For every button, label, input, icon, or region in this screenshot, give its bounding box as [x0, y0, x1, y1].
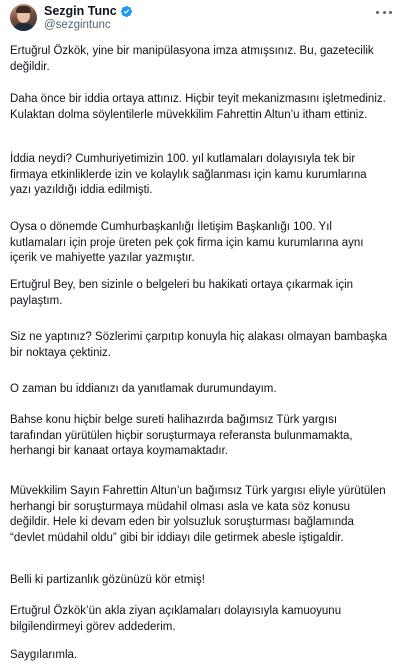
author-handle[interactable]: @sezgintunc: [44, 19, 111, 31]
tweet-paragraph: Belli ki partizanlık gözünüzü kör etmiş!: [10, 574, 205, 586]
tweet-paragraph: Bahse konu hiçbir belge sureti halihazırda bağımsız Türk yargısı tarafından yürütülen hiçbir soruşturmaya referansta bulunmamakta, herhangi bir kanaat ortaya koymamaktadır.: [10, 414, 353, 458]
tweet-paragraph: Daha önce bir iddia ortaya attınız. Hiçbir teyit mekanizmasını işletmediniz. Kulaktan dolma söylentilerle müvekkilim Fahrettin Altun’u itham ettiniz.: [10, 93, 386, 121]
tweet-paragraph: Müvekkilim Sayın Fahrettin Altun’un bağımsız Türk yargısı eliyle yürütülen herhangi bir soruşturmaya müdahil olması asla ve kata söz konusu değildir. Hele ki devam eden bir yolsuzluk soruşturması bağlamında “devlet müdahil oldu” gibi bir iddiayı dile getirmek abesle iştigaldir.: [10, 485, 386, 544]
author-info: [44, 4, 133, 32]
author-display-name[interactable]: Sezgin Tunc: [44, 4, 117, 18]
tweet-paragraph: Siz ne yaptınız? Sözlerimi çarpıtıp konuyla hiç alakası olmayan bambaşka bir noktaya çektiniz.: [10, 331, 388, 359]
tweet-paragraph: Saygılarımla.: [10, 649, 78, 661]
tweet-paragraph: O zaman bu iddianızı da yanıtlamak durumundayım.: [10, 383, 277, 395]
verified-badge-icon: [120, 5, 133, 18]
tweet-paragraph: Oysa o dönemde Cumhurbaşkanlığı İletişim Başkanlığı 100. Yıl kutlamaları için proje üreten pek çok firma için kamu kurumlarına aynı içerik ve mahiyette yazılar yazmıştır.: [10, 221, 364, 265]
tweet-paragraph: Ertuğrul Özkök, yine bir manipülasyona imza atmışsınız. Bu, gazetecilik değildir.: [10, 45, 374, 73]
avatar[interactable]: [10, 4, 37, 31]
tweet-paragraph: İddia neydi? Cumhuriyetimizin 100. yıl kutlamaları dolayısıyla tek bir firmaya etkinliklerde izin ve kolaylık sağlanması için kamu kurumlarına yazı yazıldığı iddia edilmişti.: [10, 153, 367, 197]
tweet-paragraph: Ertuğrul Bey, ben sizinle o belgeleri bu hakikati ortaya çıkarmak için paylaştım.: [10, 279, 354, 307]
tweet-header: [10, 4, 394, 34]
tweet-paragraph: Ertuğrul Özkök’ün akla ziyan açıklamaları dolayısıyla kamuoyunu bilgilendirmeyi görev addederim.: [10, 605, 342, 633]
more-horizontal-icon[interactable]: [376, 6, 392, 18]
